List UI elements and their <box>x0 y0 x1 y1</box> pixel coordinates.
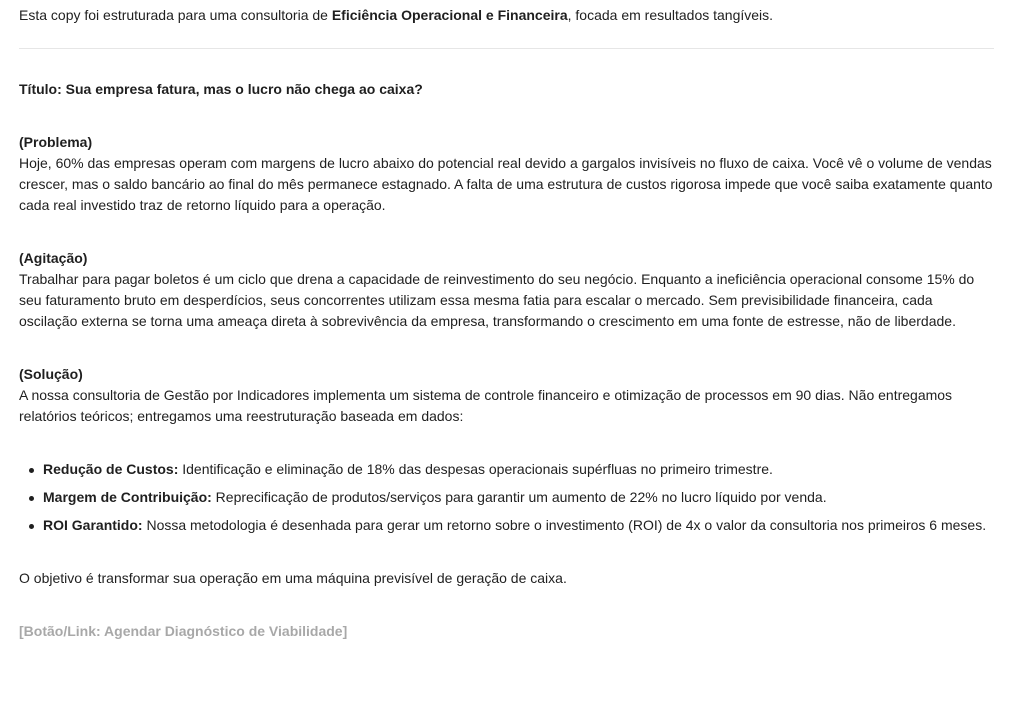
bullet-label: Margem de Contribuição: <box>43 489 212 505</box>
intro-suffix: , focada em resultados tangíveis. <box>567 7 774 23</box>
bullet-text: Nossa metodologia é desenhada para gerar um retorno sobre o investimento (ROI) de 4x o valor da consultoria nos primeiros 6 meses. <box>142 517 987 533</box>
section-body-problem: Hoje, 60% das empresas operam com margens de lucro abaixo do potencial real devido a gargalos invisíveis no fluxo de caixa. Você vê o volume de vendas crescer, mas o saldo bancário ao final do mês permanece estagnado. A falta de uma estrutura de custos rigorosa impede que você saiba exatamente quanto cada real investido traz de retorno líquido para a operação. <box>19 155 993 213</box>
divider <box>19 48 994 49</box>
section-body-agitation: Trabalhar para pagar boletos é um ciclo que drena a capacidade de reinvestimento do seu negócio. Enquanto a ineficiência operacional consome 15% do seu faturamento bruto em desperdícios, seus concorrentes utilizam essa mesma fatia para escalar o mercado. Sem previsibilidade financeira, cada oscilação externa se torna uma ameaça direta à sobrevivência da empresa, transformando o crescimento em uma fonte de estresse, não de liberdade. <box>19 271 975 329</box>
list-item <box>19 515 994 536</box>
section-heading-problem: (Problema) <box>19 134 93 150</box>
schedule-diagnosis-link[interactable]: [Botão/Link: Agendar Diagnóstico de Viabilidade] <box>19 623 348 639</box>
copy-title: Título: Sua empresa fatura, mas o lucro não chega ao caixa? <box>19 81 423 97</box>
benefits-list <box>19 459 994 536</box>
section-body-solution: A nossa consultoria de Gestão por Indicadores implementa um sistema de controle financeiro e otimização de processos em 90 dias. Não entregamos relatórios teóricos; entregamos uma reestruturação baseada em dados: <box>19 387 953 424</box>
section-problem <box>19 132 994 216</box>
section-heading-solution: (Solução) <box>19 366 83 382</box>
intro-emphasis: Eficiência Operacional e Financeira <box>331 7 568 23</box>
bullet-text: Reprecificação de produtos/serviços para garantir um aumento de 22% no lucro líquido por venda. <box>211 489 827 505</box>
intro-prefix: Esta copy foi estruturada para uma consultoria de <box>19 7 332 23</box>
objective-paragraph: O objetivo é transformar sua operação em uma máquina previsível de geração de caixa. <box>19 570 567 586</box>
section-solution <box>19 364 994 427</box>
bullet-dot-icon <box>29 496 34 501</box>
section-agitation <box>19 248 994 332</box>
bullet-dot-icon <box>29 524 34 529</box>
section-heading-agitation: (Agitação) <box>19 250 88 266</box>
bullet-dot-icon <box>29 468 34 473</box>
list-item <box>19 459 994 480</box>
intro-paragraph <box>19 5 994 26</box>
list-item <box>19 487 994 508</box>
bullet-label: Redução de Custos: <box>43 461 179 477</box>
bullet-text: Identificação e eliminação de 18% das despesas operacionais supérfluas no primeiro trimestre. <box>178 461 773 477</box>
bullet-label: ROI Garantido: <box>43 517 143 533</box>
copy-content <box>19 5 994 642</box>
